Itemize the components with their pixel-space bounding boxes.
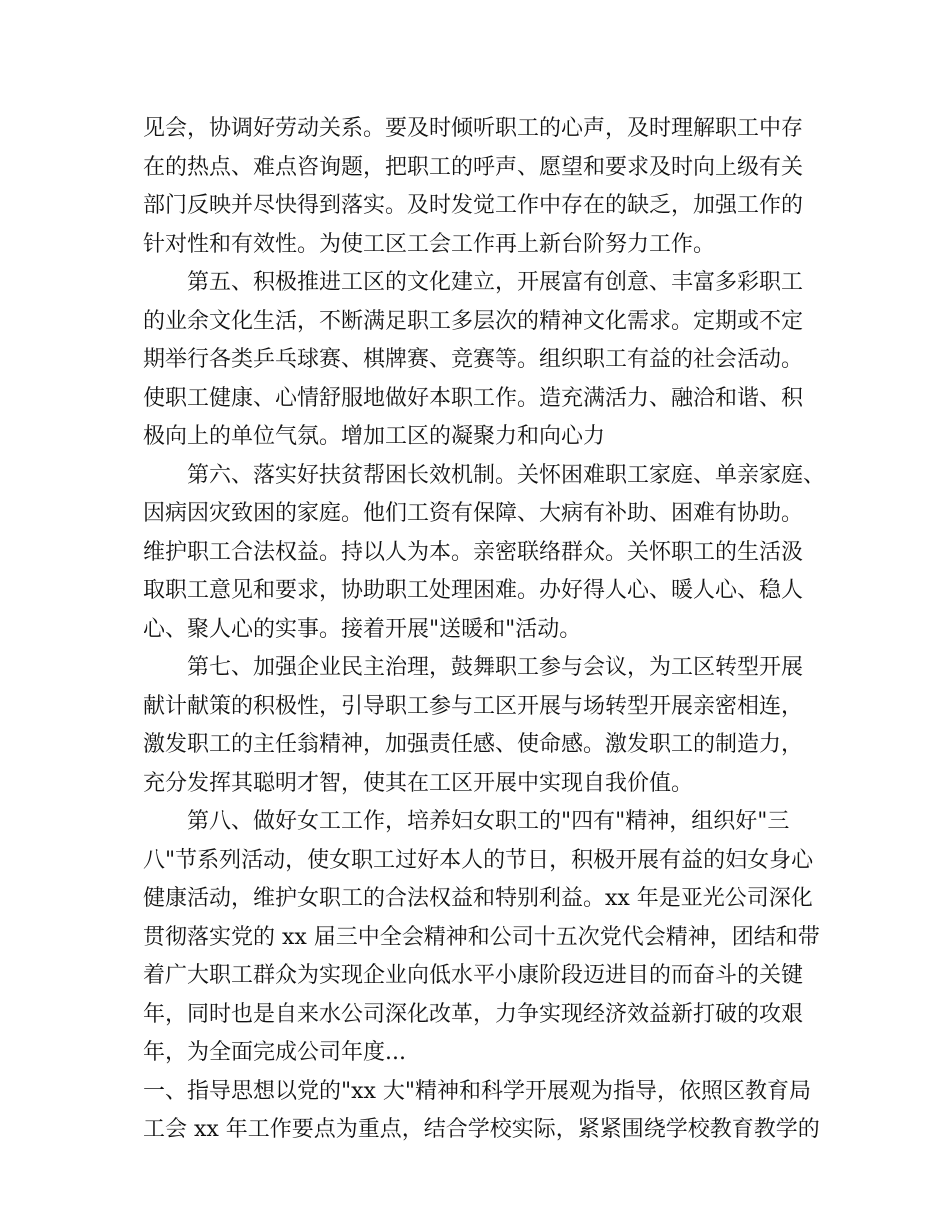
- text-line: 心、聚人心的实事。接着开展"送暖和"活动。: [143, 616, 582, 642]
- text-line: 工会 xx 年工作要点为重点，结合学校实际，紧紧围绕学校教育教学的: [143, 1117, 820, 1142]
- paragraph-eighth: [143, 803, 833, 1073]
- text-line-first: 第六、落实好扶贫帮困长效机制。关怀困难职工家庭、单亲家庭、: [187, 462, 826, 488]
- paragraph-fifth: [143, 264, 833, 457]
- text-line: 年，为全面完成公司年度...: [143, 1040, 406, 1065]
- text-line: 一、指导思想以党的"xx 大"精神和科学开展观为指导，依照区教育局: [143, 1078, 812, 1104]
- text-line: 年，同时也是自来水公司深化改革，力争实现经济效益新打破的攻艰: [143, 1001, 804, 1027]
- paragraph-continuation: [143, 110, 833, 264]
- text-line: 贯彻落实党的 xx 届三中全会精神和公司十五次党代会精神，团结和带: [143, 924, 820, 950]
- text-line-first: 第八、做好女工工作，培养妇女职工的"四有"精神，组织好"三: [187, 809, 790, 834]
- text-line: 八"节系列活动，使女职工过好本人的节日，积极开展有益的妇女身心: [143, 847, 814, 873]
- text-line: 献计献策的积极性，引导职工参与工区开展与场转型开展亲密相连，: [143, 693, 804, 719]
- text-line: 见会，协调好劳动关系。要及时倾听职工的心声，及时理解职工中存: [143, 116, 804, 141]
- paragraph-seventh: [143, 649, 833, 803]
- text-line: 针对性和有效性。为使工区工会工作再上新台阶努力工作。: [143, 231, 716, 257]
- text-line: 维护职工合法权益。持以人为本。亲密联络群众。关怀职工的生活汲: [143, 539, 804, 565]
- text-line-first: 第五、积极推进工区的文化建立，开展富有创意、丰富多彩职工: [187, 270, 804, 295]
- text-line: 在的热点、难点咨询题，把职工的呼声、愿望和要求及时向上级有关: [143, 154, 804, 180]
- text-line: 充分发挥其聪明才智，使其在工区开展中实现自我价值。: [143, 770, 694, 796]
- text-line: 极向上的单位气氛。增加工区的凝聚力和向心力: [143, 424, 606, 449]
- text-line: 着广大职工群众为实现企业向低水平小康阶段迈进目的而奋斗的关键: [143, 963, 804, 988]
- text-line: 健康活动，维护女职工的合法权益和特别利益。xx 年是亚光公司深化: [143, 886, 813, 911]
- text-line: 期举行各类乒乓球赛、棋牌赛、竞赛等。组织职工有益的社会活动。: [143, 347, 804, 372]
- text-line: 的业余文化生活，不断满足职工多层次的精神文化需求。定期或不定: [143, 308, 804, 334]
- text-line-first: 第七、加强企业民主治理，鼓舞职工参与会议，为工区转型开展: [187, 655, 804, 680]
- text-line: 取职工意见和要求，协助职工处理困难。办好得人心、暖人心、稳人: [143, 578, 804, 603]
- paragraph-sixth: [143, 457, 833, 650]
- text-line: 使职工健康、心情舒服地做好本职工作。造充满活力、融洽和谐、积: [143, 385, 804, 411]
- text-line: 部门反映并尽快得到落实。及时发觉工作中存在的缺乏，加强工作的: [143, 193, 804, 218]
- document-body: [143, 110, 833, 1150]
- text-line: 激发职工的主任翁精神，加强责任感、使命感。激发职工的制造力，: [143, 732, 804, 757]
- paragraph-guiding-thought: [143, 1073, 833, 1150]
- text-line: 因病因灾致困的家庭。他们工资有保障、大病有补助、困难有协助。: [143, 501, 804, 526]
